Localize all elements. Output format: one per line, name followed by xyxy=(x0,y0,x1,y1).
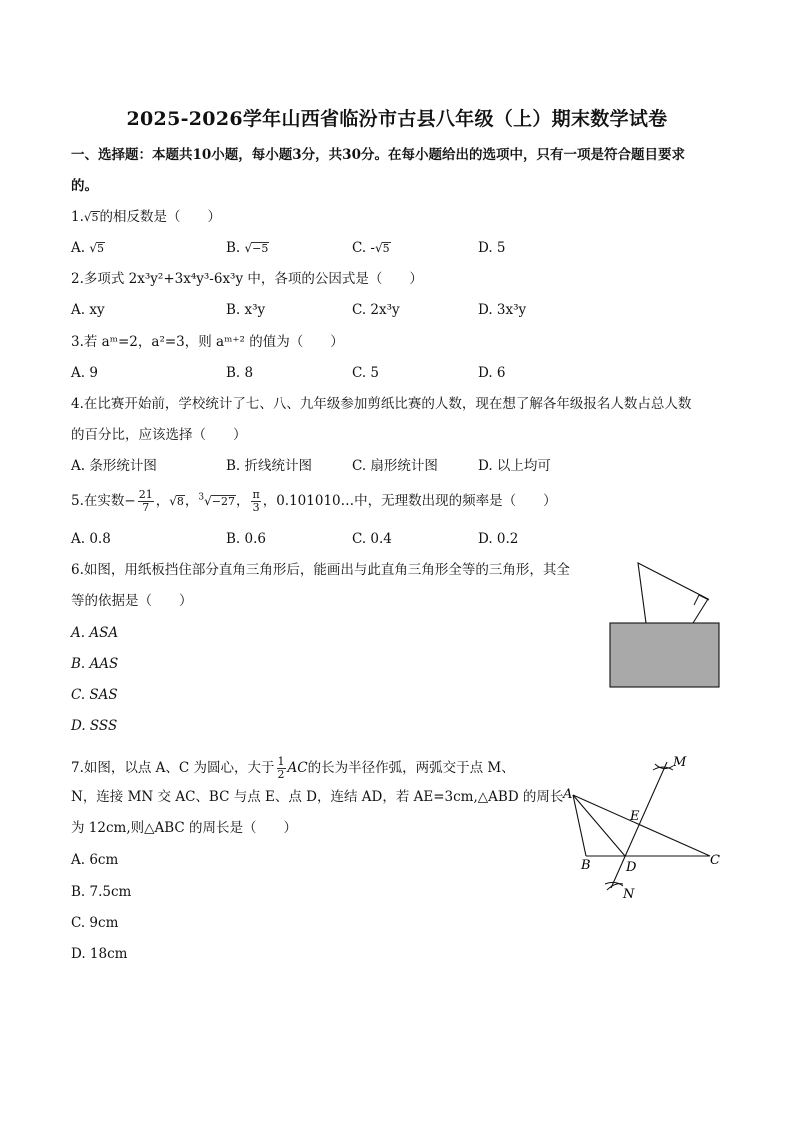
sqrt-symbol: √ xyxy=(244,241,253,255)
separator: ， xyxy=(184,493,199,509)
q1-number: 1. xyxy=(71,209,84,225)
option-label: A. xyxy=(71,240,86,256)
q2-option-b[interactable]: B. x³y xyxy=(226,302,266,318)
q5-prefix: 5.在实数 xyxy=(71,493,125,509)
q6-option-d[interactable]: D. SSS xyxy=(71,718,118,734)
section-heading: 一、选择题：本题共10小题，每小题3分，共30分。在每小题给出的选项中，只有一项是符合题目要求 xyxy=(71,147,685,163)
q2-option-c[interactable]: C. 2x³y xyxy=(352,302,400,318)
fraction-1-2 xyxy=(277,756,286,781)
question-5 xyxy=(71,489,557,514)
q7-option-a[interactable]: A. 6cm xyxy=(71,852,119,868)
q4-option-c[interactable]: C. 扇形统计图 xyxy=(352,458,438,474)
q1-option-c[interactable] xyxy=(352,239,391,257)
q2-option-d[interactable]: D. 3x³y xyxy=(478,302,527,318)
option-label: B. xyxy=(226,240,241,256)
label-n: N xyxy=(623,887,635,902)
q3-option-b[interactable]: B. 8 xyxy=(226,365,254,381)
question-7-cont: N，连接 MN 交 AC、BC 与点 E、点 D，连结 AD，若 AE=3cm,△ABD 的周长 xyxy=(71,789,564,805)
separator: ， xyxy=(155,493,170,509)
radicand: 8 xyxy=(176,495,184,508)
q3-option-c[interactable]: C. 5 xyxy=(352,365,380,381)
segment-ad xyxy=(573,795,625,856)
numerator: π xyxy=(252,488,260,501)
segment-ab xyxy=(573,795,586,856)
numerator: 1 xyxy=(277,755,285,768)
minus-sign: − xyxy=(124,493,136,509)
q7-option-d[interactable]: D. 18cm xyxy=(71,946,128,962)
radicand: 5 xyxy=(382,242,390,255)
sqrt-symbol: √ xyxy=(375,241,383,255)
numerator: 21 xyxy=(138,488,153,501)
label-e: E xyxy=(630,809,640,824)
q5-option-a[interactable]: A. 0.8 xyxy=(71,531,111,547)
sqrt-symbol: √ xyxy=(83,210,92,224)
question-4-cont: 的百分比，应该选择（ ） xyxy=(71,427,247,443)
question-1 xyxy=(71,208,221,226)
sqrt-symbol: √ xyxy=(89,241,97,255)
q1-radicand: 5 xyxy=(91,211,99,224)
q4-option-a[interactable]: A. 条形统计图 xyxy=(71,458,157,474)
q1-text: 的相反数是（ ） xyxy=(99,209,222,225)
q5-option-c[interactable]: C. 0.4 xyxy=(352,531,392,547)
question-2: 2.多项式 2x³y²+3x⁴y³-6x³y 中，各项的公因式是（ ） xyxy=(71,271,423,287)
question-3: 3.若 aᵐ=2，a²=3，则 aᵐ⁺² 的值为（ ） xyxy=(71,334,344,350)
radicand: −5 xyxy=(252,242,269,255)
q4-option-b[interactable]: B. 折线统计图 xyxy=(226,458,313,474)
separator: ， xyxy=(235,493,250,509)
line-mn xyxy=(611,762,667,888)
q6-figure-covered-triangle xyxy=(605,560,725,692)
sqrt-symbol: √ xyxy=(169,494,177,508)
radicand: −27 xyxy=(211,495,235,508)
q5-suffix: ，0.101010…中，无理数出现的频率是（ ） xyxy=(262,493,557,509)
label-a: A xyxy=(563,787,573,802)
cardboard-cover xyxy=(610,623,719,687)
question-7-cont2: 为 12cm,则△ABC 的周长是（ ） xyxy=(71,820,298,836)
q7-option-c[interactable]: C. 9cm xyxy=(71,915,119,931)
question-4: 4.在比赛开始前，学校统计了七、八、九年级参加剪纸比赛的人数，现在想了解各年级报名人数占总人数 xyxy=(71,396,692,412)
question-7 xyxy=(71,756,515,781)
q7-figure-perpendicular-bisector xyxy=(555,748,735,908)
cube-root-symbol: √ xyxy=(204,494,212,508)
triangle-outline xyxy=(638,563,708,623)
label-m: M xyxy=(673,755,687,770)
page-title: 2025-2026学年山西省临汾市古县八年级（上）期末数学试卷 xyxy=(126,108,668,130)
q3-option-d[interactable]: D. 6 xyxy=(478,365,506,381)
q7-suffix: 的长为半径作弧，两弧交于点 M、 xyxy=(307,760,515,776)
q4-option-d[interactable]: D. 以上均可 xyxy=(478,458,551,474)
denominator: 7 xyxy=(142,501,150,514)
label-d: D xyxy=(626,860,637,875)
label-b: B xyxy=(581,858,591,873)
q6-option-c[interactable]: C. SAS xyxy=(71,687,118,703)
q2-option-a[interactable]: A. xy xyxy=(71,302,105,318)
q6-option-a[interactable]: A. ASA xyxy=(71,625,119,641)
denominator: 3 xyxy=(252,501,260,514)
fraction-pi-3 xyxy=(251,489,260,514)
option-label: C. - xyxy=(352,240,375,256)
radicand: 5 xyxy=(97,242,104,255)
segment-ac xyxy=(573,795,710,856)
cube-root-index: 3 xyxy=(198,492,205,503)
q1-option-a[interactable] xyxy=(71,239,105,257)
q5-option-d[interactable]: D. 0.2 xyxy=(478,531,519,547)
fraction-21-7 xyxy=(138,489,154,514)
q6-option-b[interactable]: B. AAS xyxy=(71,656,119,672)
q7-prefix: 7.如图，以点 A、C 为圆心，大于 xyxy=(71,760,275,776)
section-heading-cont: 的。 xyxy=(71,178,98,194)
segment-ac: AC xyxy=(287,760,308,776)
q1-option-d[interactable]: D. 5 xyxy=(478,240,506,256)
label-c: C xyxy=(710,853,720,868)
q1-option-b[interactable] xyxy=(226,239,269,257)
q3-option-a[interactable]: A. 9 xyxy=(71,365,98,381)
denominator: 2 xyxy=(277,768,285,781)
question-6-cont: 等的依据是（ ） xyxy=(71,593,193,609)
q5-option-b[interactable]: B. 0.6 xyxy=(226,531,266,547)
question-6: 6.如图，用纸板挡住部分直角三角形后，能画出与此直角三角形全等的三角形，其全 xyxy=(71,562,570,578)
q7-option-b[interactable]: B. 7.5cm xyxy=(71,884,132,900)
